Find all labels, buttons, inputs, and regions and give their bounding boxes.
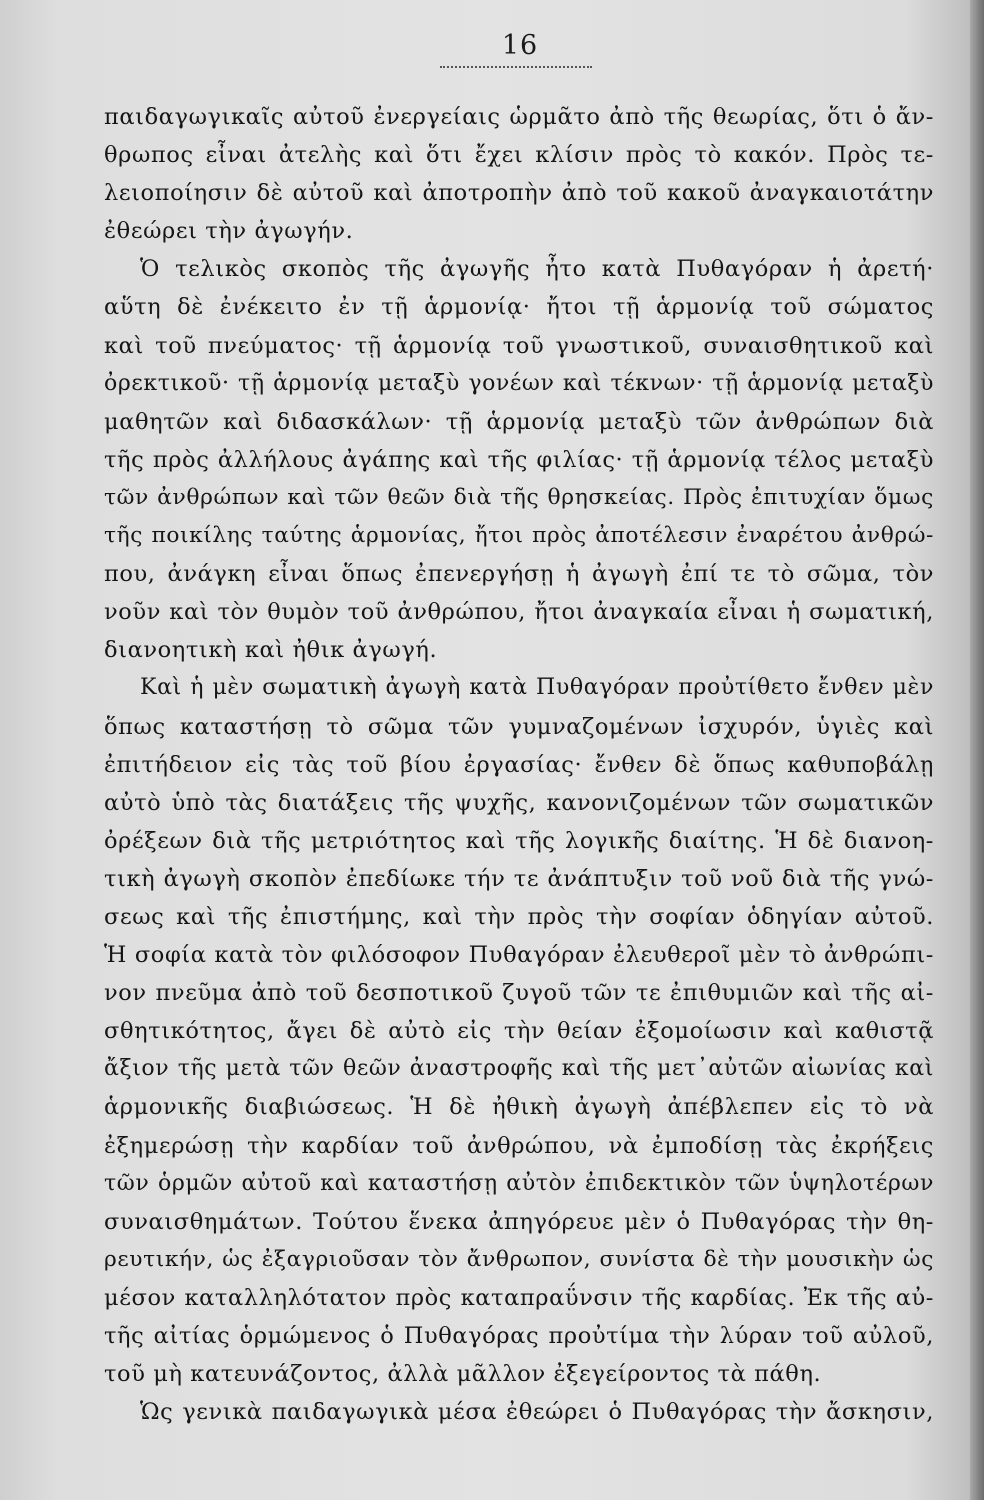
text-line: σεως καὶ τῆς ἐπιστήμης, καὶ τὴν πρὸς τὴν σοφίαν ὁδηγίαν αὐτοῦ.: [104, 903, 934, 930]
text-line: Καὶ ἡ μὲν σωματικὴ ἀγωγὴ κατὰ Πυθαγόραν προὐτίθετο ἔνθεν μὲν: [140, 675, 934, 701]
text-line: Ἡ σοφία κατὰ τὸν φιλόσοφον Πυθαγόραν ἐλευθεροῖ μὲν τὸ ἀνθρώπι-: [104, 942, 934, 969]
text-line: Ὡς γενικὰ παιδαγωγικὰ μέσα ἐθεώρει ὁ Πυθαγόρας τὴν ἄσκησιν,: [140, 1399, 934, 1426]
text-line: τῆς ποικίλης ταύτης ἁρμονίας, ἤτοι πρὸς ἀποτέλεσιν ἐναρέτου ἀνθρώ-: [104, 523, 934, 549]
text-line: ρευτικήν, ὡς ἐξαγριοῦσαν τὸν ἄνθρωπον, συνίστα δὲ τὴν μουσικὴν ὡς: [104, 1246, 934, 1272]
text-line: ἐθεώρει τὴν ἀγωγήν.: [104, 218, 354, 245]
page-number-rule: [440, 66, 592, 68]
text-line: νοῦν καὶ τὸν θυμὸν τοῦ ἀνθρώπου, ἤτοι ἀναγκαία εἶναι ἡ σωματική,: [104, 599, 934, 626]
text-line: ὅπως καταστήσῃ τὸ σῶμα τῶν γυμναζομένων ἰσχυρόν, ὑγιὲς καὶ: [104, 713, 934, 740]
text-line: παιδαγωγικαῖς αὐτοῦ ἐνεργείαις ὡρμᾶτο ἀπὸ τῆς θεωρίας, ὅτι ὁ ἄν-: [104, 104, 934, 130]
text-line: ἐξημερώσῃ τὴν καρδίαν τοῦ ἀνθρώπου, νὰ ἐμποδίσῃ τὰς ἐκρήξεις: [104, 1132, 934, 1159]
page-number: 16: [501, 30, 539, 61]
body-text: [104, 98, 934, 1431]
text-line: τοῦ μὴ κατευνάζοντος, ἀλλὰ μᾶλλον ἐξεγείροντος τὰ πάθη.: [104, 1361, 822, 1388]
page-edge-shadow: [970, 0, 984, 1500]
text-line: τικὴ ἀγωγὴ σκοπὸν ἐπεδίωκε τήν τε ἀνάπτυξιν τοῦ νοῦ διὰ τῆς γνώ-: [104, 865, 934, 892]
text-line: διανοητικὴ καὶ ἠθικ ἀγωγή.: [104, 637, 438, 664]
text-line: μέσον καταλληλότατον πρὸς καταπραΰνσιν τῆς καρδίας. Ἐκ τῆς αὐ-: [104, 1284, 934, 1311]
text-line: αὕτη δὲ ἐνέκειτο ἐν τῇ ἁρμονίᾳ· ἤτοι τῇ ἁρμονίᾳ τοῦ σώματος: [104, 294, 934, 321]
text-line: μαθητῶν καὶ διδασκάλων· τῇ ἁρμονίᾳ μεταξὺ τῶν ἀνθρώπων διὰ: [104, 408, 934, 435]
text-line: ἐπιτήδειον εἰς τὰς τοῦ βίου ἐργασίας· ἔνθεν δὲ ὅπως καθυποβάλῃ: [104, 751, 934, 778]
text-line: που, ἀνάγκη εἶναι ὅπως ἐπενεργήσῃ ἡ ἀγωγὴ ἐπί τε τὸ σῶμα, τὸν: [104, 561, 934, 588]
text-line: τῶν ὁρμῶν αὐτοῦ καὶ καταστήσῃ αὐτὸν ἐπιδεκτικὸν τῶν ὑψηλοτέρων: [104, 1170, 934, 1196]
text-line: τῆς αἰτίας ὁρμώμενος ὁ Πυθαγόρας προὐτίμα τὴν λύραν τοῦ αὐλοῦ,: [104, 1323, 934, 1349]
text-line: καὶ τοῦ πνεύματος· τῇ ἁρμονίᾳ τοῦ γνωστικοῦ, συναισθητικοῦ καὶ: [104, 332, 934, 359]
text-line: τῶν ἀνθρώπων καὶ τῶν θεῶν διὰ τῆς θρησκείας. Πρὸς ἐπιτυχίαν ὅμως: [104, 484, 934, 510]
text-line: Ὁ τελικὸς σκοπὸς τῆς ἀγωγῆς ἦτο κατὰ Πυθαγόραν ἡ ἀρετή·: [140, 256, 934, 283]
text-line: σθητικότητος, ἄγει δὲ αὐτὸ εἰς τὴν θείαν ἐξομοίωσιν καὶ καθιστᾷ: [104, 1018, 934, 1045]
text-line: αὐτὸ ὑπὸ τὰς διατάξεις τῆς ψυχῆς, κανονιζομένων τῶν σωματικῶν: [104, 789, 934, 816]
text-line: ὀρέξεων διὰ τῆς μετριότητος καὶ τῆς λογικῆς διαίτης. Ἡ δὲ διανοη-: [104, 827, 934, 854]
text-line: θρωπος εἶναι ἀτελὴς καὶ ὅτι ἔχει κλίσιν πρὸς τὸ κακόν. Πρὸς τε-: [104, 142, 934, 169]
text-line: ἁρμονικῆς διαβιώσεως. Ἡ δὲ ἠθικὴ ἀγωγὴ ἀπέβλεπεν εἰς τὸ νὰ: [104, 1094, 934, 1121]
text-line: νον πνεῦμα ἀπὸ τοῦ δεσποτικοῦ ζυγοῦ τῶν τε ἐπιθυμιῶν καὶ τῆς αἰ-: [104, 980, 934, 1007]
text-line: συναισθημάτων. Τούτου ἕνεκα ἀπηγόρευε μὲν ὁ Πυθαγόρας τὴν θη-: [104, 1208, 934, 1235]
text-line: ὀρεκτικοῦ· τῇ ἁρμονίᾳ μεταξὺ γονέων καὶ τέκνων· τῇ ἁρμονίᾳ μεταξὺ: [104, 370, 934, 396]
text-line: λειοποίησιν δὲ αὐτοῦ καὶ ἀποτροπὴν ἀπὸ τοῦ κακοῦ ἀναγκαιοτάτην: [104, 180, 934, 207]
text-line: ἄξιον τῆς μετὰ τῶν θεῶν ἀναστροφῆς καὶ τῆς μετ᾽αὐτῶν αἰωνίας καὶ: [104, 1056, 934, 1082]
text-line: τῆς πρὸς ἀλλήλους ἀγάπης καὶ τῆς φιλίας· τῇ ἁρμονίᾳ τέλος μεταξὺ: [104, 446, 934, 473]
